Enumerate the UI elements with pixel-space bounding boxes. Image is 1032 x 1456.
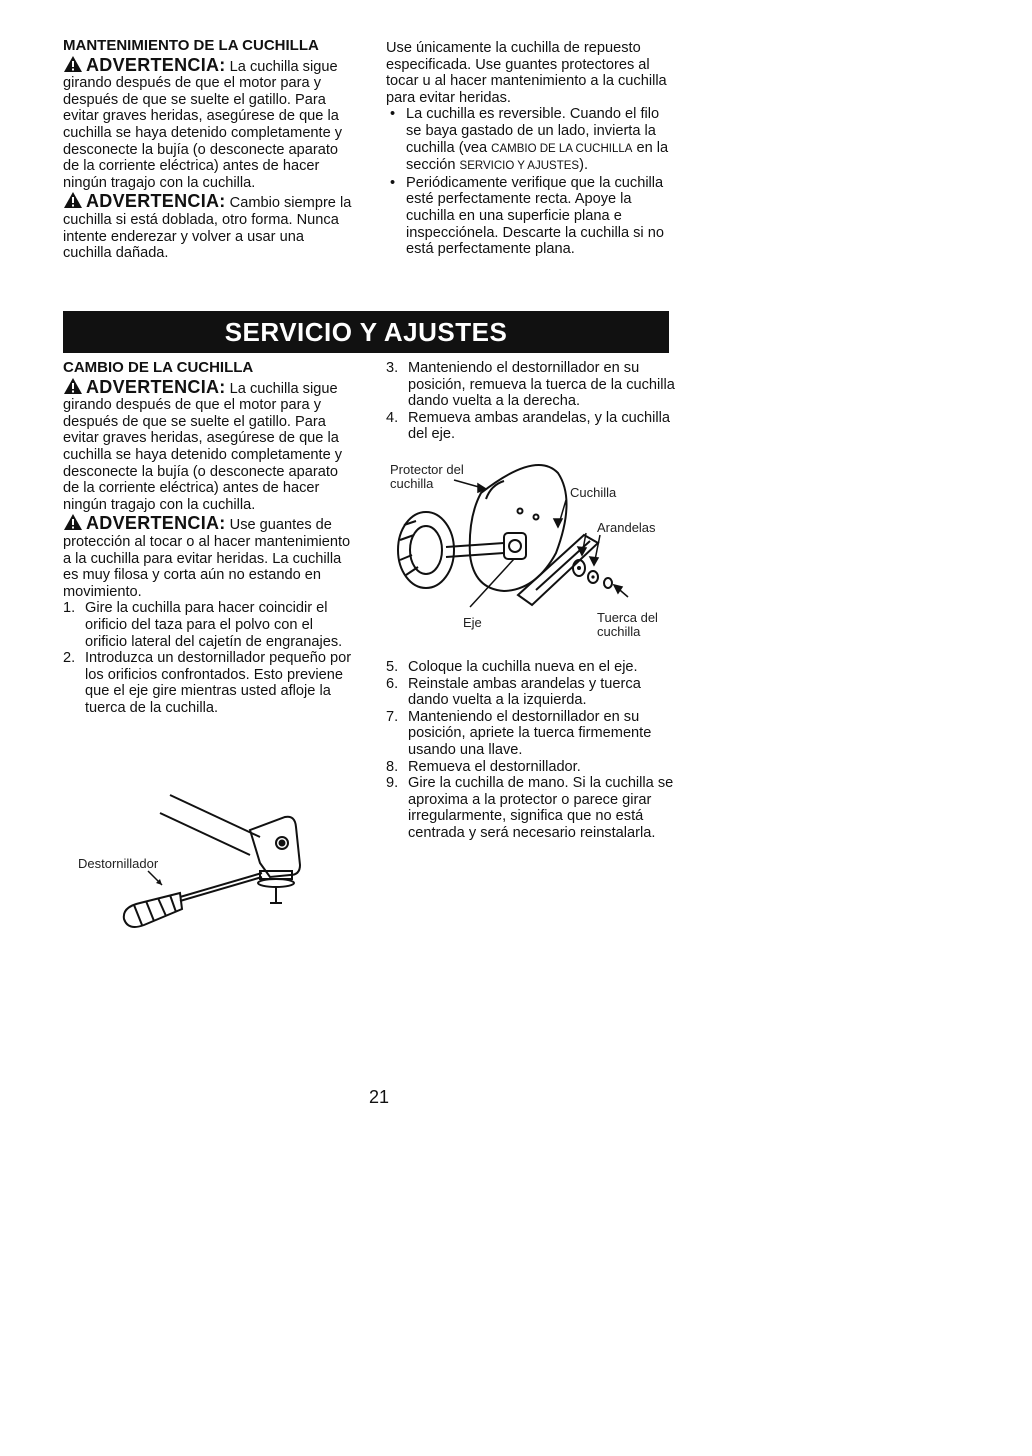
step-number: 8.	[386, 758, 399, 775]
warning-text: Use guantes de protección al tocar o al hacer mantenimiento a la cuchilla para evitar heridas. La cuchilla es muy filosa y corta aún no estando en movimiento.	[63, 517, 351, 600]
list-item	[63, 600, 355, 650]
warning-paragraph	[63, 191, 355, 261]
step-text: Manteniendo el destornillador en su posición, apriete la tuerca firmemente usando una llave.	[408, 708, 652, 758]
step-text: Coloque la cuchilla nueva en el eje.	[408, 659, 638, 675]
step-number: 9.	[386, 775, 399, 792]
blade-maintenance-notes	[386, 40, 676, 258]
list-item	[386, 759, 676, 776]
steps-list	[386, 360, 676, 443]
step-text: Manteniendo el destornillador en su posición, remueva la tuerca de la cuchilla dando vuelta a la derecha.	[408, 360, 675, 410]
step-number: 2.	[63, 650, 76, 667]
warning-label: ADVERTENCIA:	[86, 54, 226, 75]
figure-label-blade: Cuchilla	[570, 485, 617, 500]
warning-paragraph	[63, 55, 355, 192]
list-item	[386, 676, 676, 709]
step-text: Remueva ambas arandelas, y la cuchilla del eje.	[408, 409, 671, 443]
figure-label: Destornillador	[78, 856, 159, 871]
list-item	[386, 106, 676, 174]
step-number: 1.	[63, 600, 76, 617]
list-item	[63, 650, 355, 716]
section-banner	[63, 311, 669, 353]
blade-change-steps-continued	[386, 659, 676, 842]
step-text: Gire la cuchilla para hacer coincidir el orificio del taza para el polvo con el orificio lateral del cajetín de engranajes.	[85, 600, 343, 650]
section-heading: CAMBIO DE LA CUCHILLA	[63, 359, 254, 376]
warning-text: La cuchilla sigue girando después de que el motor para y después de que se suelte el gatillo. Para evitar graves heridas, asegúrese de que la cuchilla se haya detenido completamente y desconecte la bujía (o desconecte aparato de la corriente eléctrica) antes de hacer ningún tragajo con la cuchilla.	[63, 380, 343, 513]
step-number: 3.	[386, 360, 399, 376]
warning-text: Cambio siempre la cuchilla si está doblada, otro forma. Nunca intente enderezar y volver a usar una cuchilla dañada.	[63, 195, 352, 262]
list-item	[386, 360, 676, 410]
list-item: • Periódicamente verifique que la cuchilla esté perfectamente recta. Apoye la cuchilla en una superficie plana e inspecciónela. Descarte la cuchilla si no está perfectamente plana.	[386, 175, 676, 258]
blade-change-section	[63, 360, 355, 716]
warning-triangle-icon	[63, 55, 83, 73]
step-number: 4.	[386, 409, 399, 426]
bullet-list	[386, 106, 676, 257]
bullet-text: en la sección	[406, 139, 669, 174]
reference-text: CAMBIO DE LA CUCHILLA	[491, 142, 633, 155]
step-text: Gire la cuchilla de mano. Si la cuchilla se aproxima a la protector o parece girar irregularmente, significa que no está centrada y será necesario reinstalarla.	[408, 775, 674, 841]
warning-paragraph	[63, 377, 355, 514]
bullet-text: La cuchilla es reversible. Cuando el filo se baya gastado de un lado, invierta la cuchilla (vea	[406, 106, 660, 156]
figure-label-blade-nut: Tuerca del cuchilla	[597, 610, 658, 639]
list-item	[386, 410, 676, 443]
step-text: Reinstale ambas arandelas y tuerca dando vuelta a la izquierda.	[408, 675, 641, 709]
warning-label: ADVERTENCIA:	[86, 191, 226, 212]
blade-change-steps	[386, 360, 676, 443]
step-number: 6.	[386, 675, 399, 692]
warning-paragraph	[63, 513, 355, 600]
warning-triangle-icon	[63, 513, 83, 531]
bullet-text: ).	[579, 157, 588, 174]
blade-maintenance-section	[63, 38, 355, 262]
page-number: 21	[369, 1087, 390, 1107]
figure-label-washers: Arandelas	[597, 520, 656, 535]
figure-label-shaft: Eje	[463, 615, 482, 630]
steps-list	[63, 600, 355, 716]
figure-label-protector: Protector del cuchilla	[390, 462, 464, 491]
warning-triangle-icon	[63, 191, 83, 209]
list-item	[386, 709, 676, 759]
warning-text: La cuchilla sigue girando después de que el motor para y después de que se suelte el gatillo. Para evitar graves heridas, asegúrese de que la cuchilla se haya detenido completamente y desconecte la bujía (o desconecte aparato de la corriente eléctrica) antes de hacer ningún tragajo con la cuchilla.	[63, 58, 343, 191]
step-text: Introduzca un destornillador pequeño por los orificios confrontados. Esto previene que el eje gire mientras usted afloje la tuerca de la cuchilla.	[85, 650, 352, 716]
step-number: 7.	[386, 708, 399, 725]
list-item	[386, 659, 676, 676]
warning-label: ADVERTENCIA:	[86, 376, 226, 397]
warning-triangle-icon	[63, 377, 83, 395]
step-text: Remueva el destornillador.	[408, 758, 581, 775]
step-number: 5.	[386, 659, 399, 675]
reference-text: SERVICIO Y AJUSTES	[459, 160, 580, 173]
banner-title: SERVICIO Y AJUSTES	[224, 316, 508, 347]
warning-label: ADVERTENCIA:	[86, 513, 226, 534]
steps-list	[386, 659, 676, 842]
intro-text: Use únicamente la cuchilla de repuesto especificada. Use guantes protectores al tocar u al hacer mantenimiento a la cuchilla para evitar heridas.	[386, 40, 667, 106]
list-item	[386, 775, 676, 841]
section-heading: MANTENIMIENTO DE LA CUCHILLA	[63, 37, 319, 54]
